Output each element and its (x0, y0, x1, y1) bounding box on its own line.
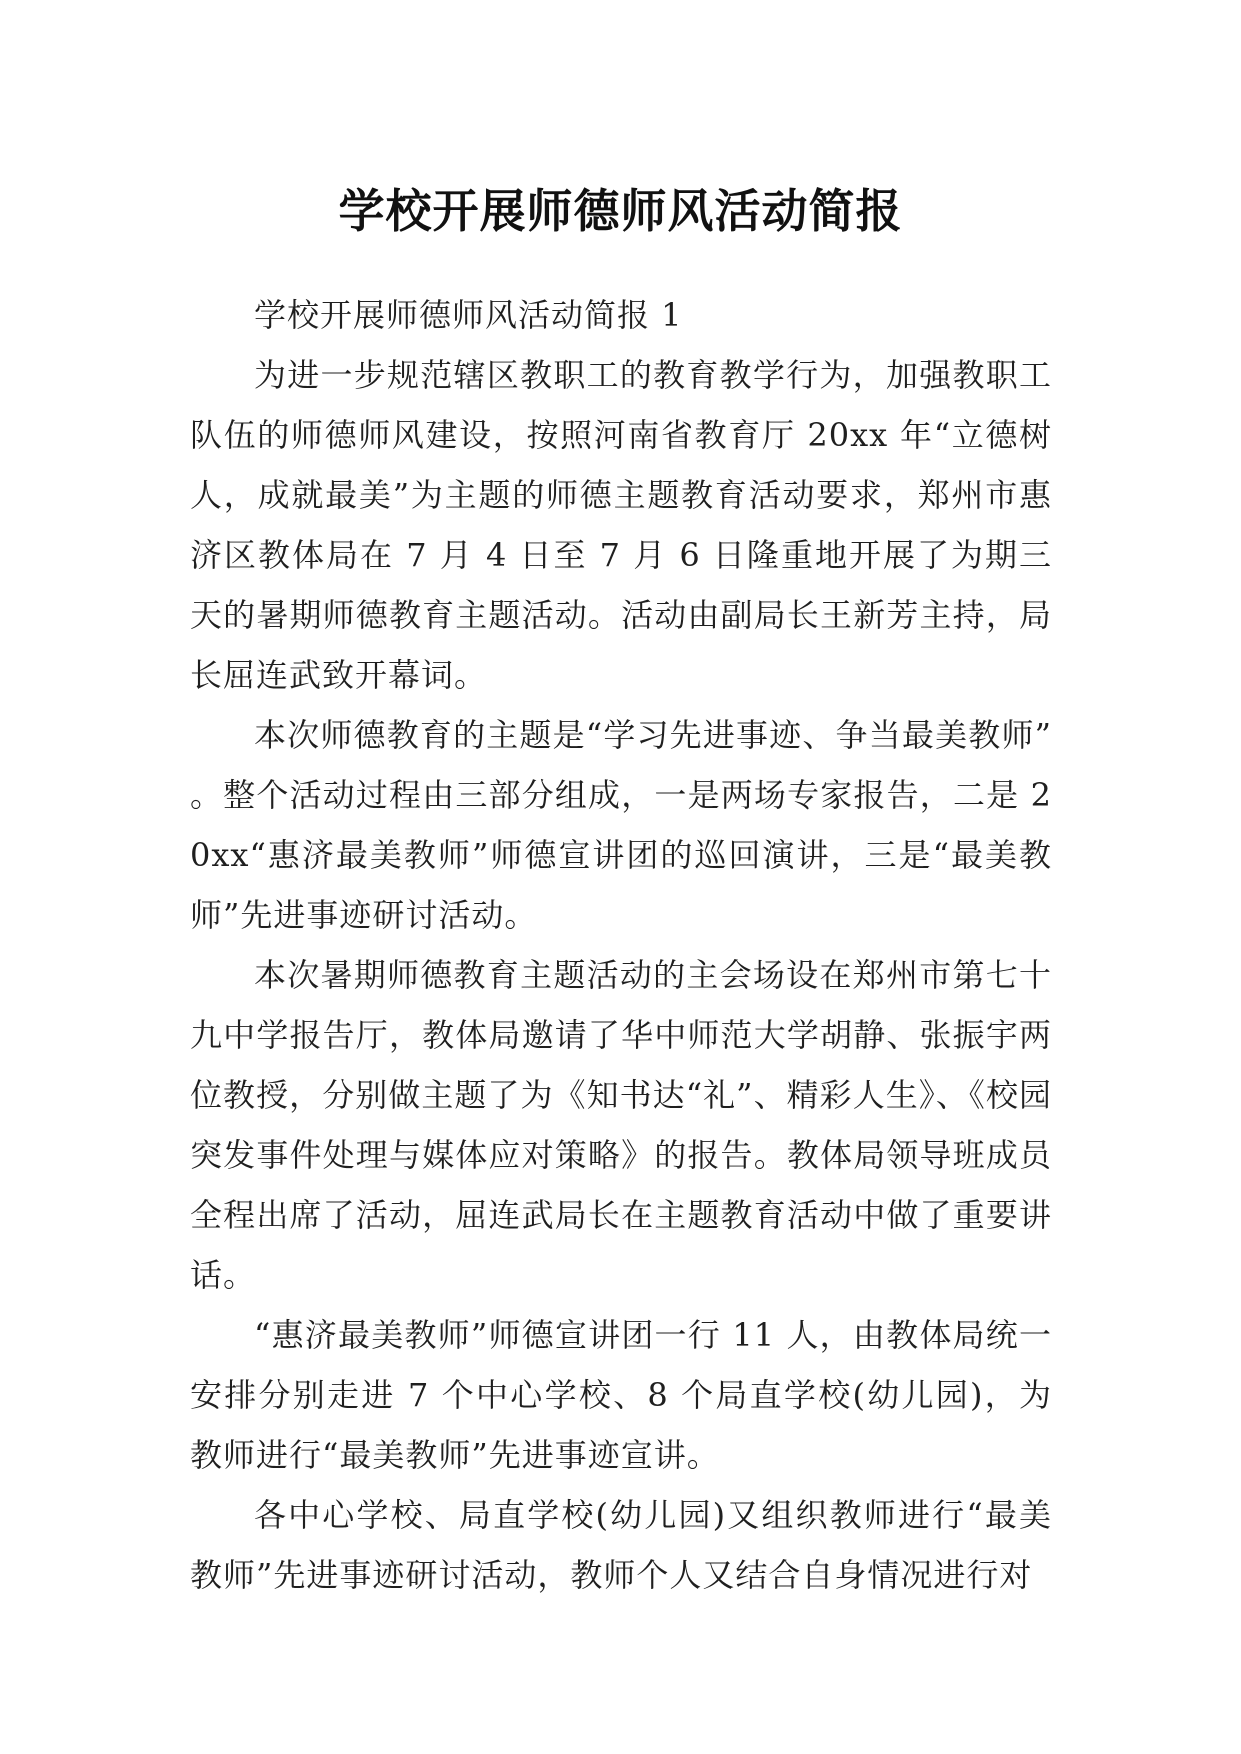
paragraph-4: “惠济最美教师”师德宣讲团一行 11 人，由教体局统一安排分别走进 7 个中心学校、8 个局直学校(幼儿园)，为教师进行“最美教师”先进事迹宣讲。 (190, 1316, 1052, 1474)
paragraph-3: 本次暑期师德教育主题活动的主会场设在郑州市第七十九中学报告厅，教体局邀请了华中师范大学胡静、张振宇两位教授，分别做主题了为《知书达“礼”、精彩人生》、《校园突发事件处理与媒体应对策略》的报告。教体局领导班成员全程出席了活动，屈连武局长在主题教育活动中做了重要讲话。 (190, 956, 1052, 1294)
section-heading: 学校开展师德师风活动简报 1 (254, 296, 683, 334)
paragraph-5: 各中心学校、局直学校(幼儿园)又组织教师进行“最美教师”先进事迹研讨活动，教师个人又结合自身情况进行对 (190, 1496, 1052, 1594)
document-body (190, 285, 1052, 1605)
document-title: 学校开展师德师风活动简报 (338, 183, 903, 238)
paragraph-2: 本次师德教育的主题是“学习先进事迹、争当最美教师”。整个活动过程由三部分组成，一是两场专家报告，二是 20xx“惠济最美教师”师德宣讲团的巡回演讲，三是“最美教师”先进事迹研讨活动。 (190, 716, 1052, 934)
paragraph-1: 为进一步规范辖区教职工的教育教学行为，加强教职工队伍的师德师风建设，按照河南省教育厅 20xx 年“立德树人，成就最美”为主题的师德主题教育活动要求，郑州市惠济区教体局在 7 月 4 日至 7 月 6 日隆重地开展了为期三天的暑期师德教育主题活动。活动由副局长王新芳主持，局长屈连武致开幕词。 (190, 356, 1052, 694)
